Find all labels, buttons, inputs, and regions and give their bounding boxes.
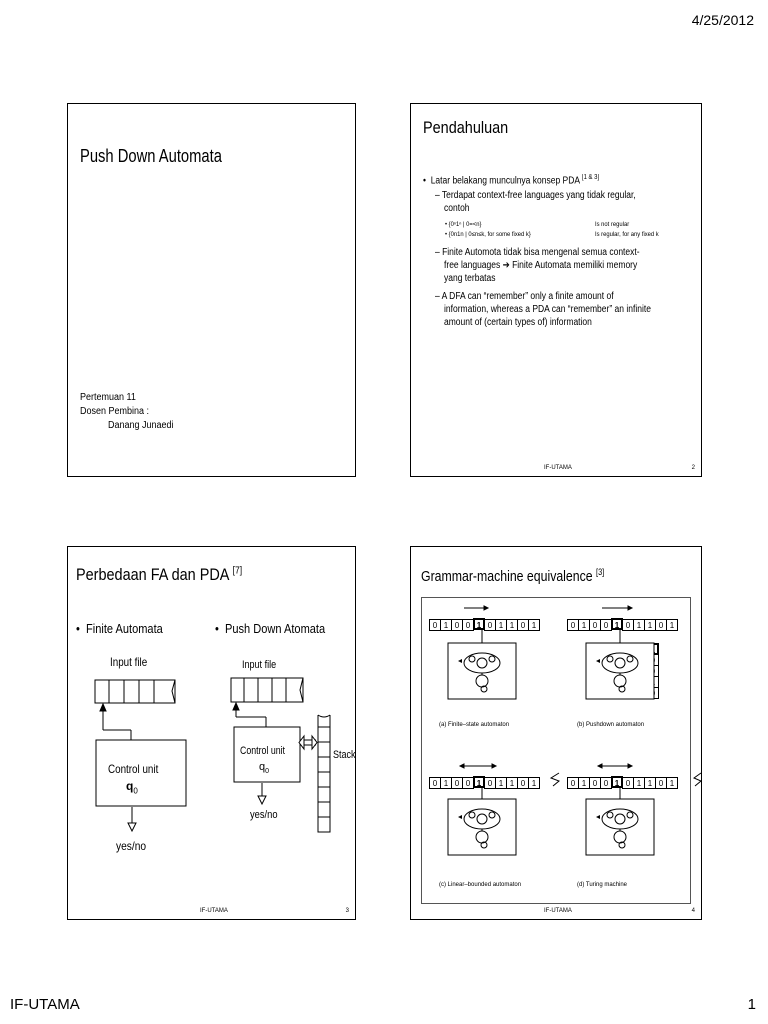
fa-diagram <box>68 547 357 921</box>
pda-input-tape <box>231 678 303 702</box>
bullet-1-ref: [1 & 3] <box>581 174 600 181</box>
tape-cell: 0 <box>462 777 474 789</box>
slide-3-footer: IF-UTAMA <box>200 908 228 914</box>
fa-control-unit-label: Control unit <box>108 762 159 776</box>
pda-input-file-label: Input file <box>242 659 277 671</box>
tape-head-cell: 1 <box>611 618 623 630</box>
slide-4 <box>410 546 702 920</box>
page-footer-label: IF-UTAMA <box>10 996 80 1013</box>
slide-1-title: Push Down Automata <box>80 146 222 166</box>
page-number: 1 <box>747 996 756 1013</box>
pda-output-arrow <box>258 783 266 804</box>
tape-cell: 0 <box>517 777 529 789</box>
tape-head-cell: 1 <box>611 776 623 788</box>
sub-3-line-2: information, whereas a PDA can “remember” an infinite <box>444 304 651 315</box>
tape-cell: 1 <box>633 777 645 789</box>
pda-read-arrow <box>233 703 266 727</box>
tape-cell: 1 <box>440 619 452 631</box>
slide-2-title-text: Pendahuluan <box>423 118 509 137</box>
machine-b <box>586 643 654 699</box>
sub-3-line-1: – A DFA can “remember” only a finite amount of <box>435 291 614 302</box>
page-date: 4/25/2012 <box>691 12 754 28</box>
tape-cell: 0 <box>462 619 474 631</box>
lecturer-name: Danang Junaedi <box>108 420 174 431</box>
tape-cell: 0 <box>429 777 441 789</box>
tape-cell: 0 <box>622 619 634 631</box>
fa-read-arrow <box>100 704 131 740</box>
sub-1-line-1: – Terdapat context-free languages yang tidak regular, <box>435 190 636 201</box>
slide-4-title-text: Grammar-machine equivalence <box>421 568 593 585</box>
tape-cell: 1 <box>666 619 678 631</box>
tape-head-cell: 1 <box>473 776 485 788</box>
tape-cell: 1 <box>578 619 590 631</box>
tape-cell: 0 <box>429 619 441 631</box>
pda-q0-subscript: 0 <box>265 768 270 776</box>
pda-stack <box>318 715 330 832</box>
tape-cell: 0 <box>655 619 667 631</box>
machine-d <box>586 799 654 855</box>
sub-3-line-3: amount of (certain types of) information <box>444 317 592 328</box>
automata-machines <box>411 547 703 921</box>
tape-cell: 0 <box>451 619 463 631</box>
tape-cell: 1 <box>495 619 507 631</box>
fa-yes-no: yes/no <box>116 839 147 853</box>
pda-bullet-text: Push Down Atomata <box>225 621 326 636</box>
tape-cell: 1 <box>528 619 540 631</box>
slide-3-title-ref: [7] <box>232 565 243 577</box>
torn-tape-edges <box>551 773 701 786</box>
slide-4-number: 4 <box>691 908 695 914</box>
caption-a: (a) Finite–state automaton <box>439 722 510 728</box>
slide-1 <box>67 103 356 477</box>
pda-yes-no: yes/no <box>250 809 278 821</box>
tape-cell: 1 <box>440 777 452 789</box>
meeting-label: Pertemuan 11 <box>80 392 136 403</box>
fa-input-file-label: Input file <box>110 655 148 669</box>
slide-4-footer: IF-UTAMA <box>544 908 572 914</box>
lecturer-label: Dosen Pembina : <box>80 406 150 417</box>
sub-2-line-2: free languages ➔ Finite Automata memiliki memory <box>444 260 638 271</box>
tape-cell: 0 <box>484 777 496 789</box>
caption-c: (c) Linear–bounded automaton <box>439 882 522 888</box>
slide-2-bullet-1: • Latar belakang munculnya konsep PDA [1 & 3] <box>423 174 600 187</box>
tape-cell: 1 <box>633 619 645 631</box>
fa-output-arrow <box>128 807 136 831</box>
pda-stack-link <box>299 736 317 749</box>
tape-cell: 1 <box>644 777 656 789</box>
fa-q0-letter: q <box>126 779 134 793</box>
tape-cell: 0 <box>622 777 634 789</box>
pda-stack-label: Stack <box>333 749 356 761</box>
tape-cell: 1 <box>578 777 590 789</box>
tape-cell: 0 <box>567 777 579 789</box>
example-2: • {0n1n | 0≤n≤k, for some fixed k} <box>445 231 531 238</box>
tape-cell: 1 <box>644 619 656 631</box>
example-2-left: {0n1n | 0≤n≤k, for some fixed k} <box>448 231 531 238</box>
fa-bullet-text: Finite Automata <box>86 621 163 636</box>
example-1: • {0ⁿ1ⁿ | 0=<n} <box>445 221 482 228</box>
fa-q0-subscript: 0 <box>133 786 138 796</box>
fa-q0-label <box>126 779 138 795</box>
sub-1-line-2: contoh <box>444 203 470 214</box>
caption-b: (b) Pushdown automaton <box>577 722 645 728</box>
pda-q0-label <box>259 761 269 775</box>
slide-2-number: 2 <box>691 465 695 471</box>
tape-cell: 0 <box>600 777 612 789</box>
tape-cell: 0 <box>600 619 612 631</box>
example-1-right: Is not regular <box>595 221 630 228</box>
machine-a <box>448 643 516 699</box>
sub-2-line-3: yang terbatas <box>444 273 496 284</box>
example-2-right: Is regular, for any fixed k <box>595 231 659 238</box>
slide-3-title-text: Perbedaan FA dan PDA <box>76 565 229 584</box>
pda-control-unit-label: Control unit <box>240 745 286 757</box>
slide-2-title <box>423 118 508 138</box>
slide-3 <box>67 546 356 920</box>
tape-cell: 1 <box>666 777 678 789</box>
tape-cell: 0 <box>517 619 529 631</box>
pda-bullet: • Push Down Atomata <box>215 621 326 636</box>
tape-head-cell: 1 <box>473 618 485 630</box>
pda-q0-letter: q <box>259 761 266 773</box>
tape-cell: 1 <box>495 777 507 789</box>
fa-bullet: • Finite Automata <box>76 621 163 636</box>
tape-cell: 1 <box>506 777 518 789</box>
example-1-left: {0ⁿ1ⁿ | 0=<n} <box>448 221 482 228</box>
slide-4-title-ref: [3] <box>596 567 605 577</box>
tape-cell: 0 <box>589 777 601 789</box>
tape-cell: 1 <box>506 619 518 631</box>
tape-cell: 0 <box>655 777 667 789</box>
bullet-1-text: Latar belakang munculnya konsep PDA <box>430 175 580 187</box>
machine-c <box>448 799 516 855</box>
caption-d: (d) Turing machine <box>577 882 628 888</box>
tape-cell: 0 <box>484 619 496 631</box>
fa-input-tape <box>95 680 175 703</box>
tape-cell: 1 <box>528 777 540 789</box>
slide-3-number: 3 <box>345 908 349 914</box>
tape-cell: 0 <box>567 619 579 631</box>
tape-cell: 0 <box>451 777 463 789</box>
sub-2-line-1: – Finite Automota tidak bisa mengenal semua context- <box>435 247 640 258</box>
tape-cell: 0 <box>589 619 601 631</box>
slide-2-footer: IF-UTAMA <box>544 465 572 471</box>
slide-2 <box>410 103 702 477</box>
